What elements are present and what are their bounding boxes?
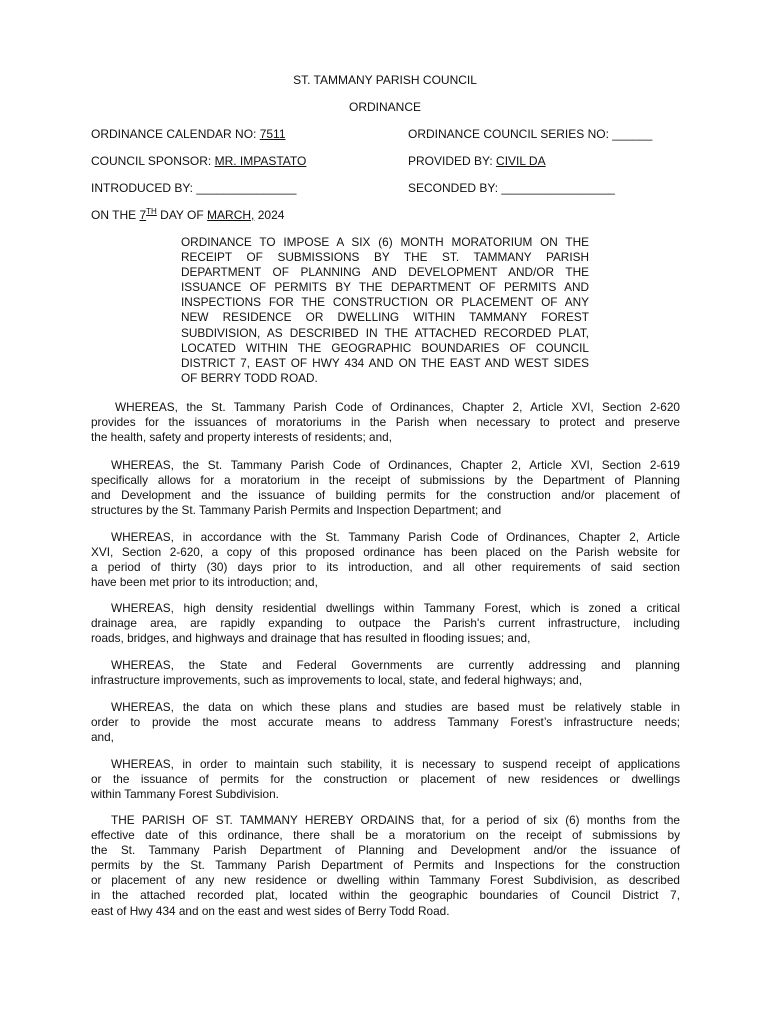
paragraph-line: or the issuance of permits for the construction or placement of new residences or dwellings	[91, 772, 680, 787]
paragraph-line: provides for the issuances of moratoriums in the Parish when necessary to protect and preserve	[91, 415, 680, 430]
body-paragraph	[91, 601, 680, 646]
paragraph-line: WHEREAS, the State and Federal Governments are currently addressing and planning	[111, 658, 680, 672]
paragraph-line: permits by the St. Tammany Parish Department of Permits and Inspections for the construction	[91, 858, 680, 873]
title-line: SUBDIVISION, AS DESCRIBED IN THE ATTACHED RECORDED PLAT,	[181, 325, 589, 340]
paragraph-line: a period of thirty (30) days prior to its introduction, and all other requirements of said section	[91, 560, 680, 575]
body-paragraph	[91, 700, 680, 745]
paragraph-line: or placement of any new residence or dwelling within Tammany Forest Subdivision, as described	[91, 873, 680, 888]
date-line: ON THE 7TH DAY OF MARCH, 2024	[91, 207, 285, 222]
introduced-by: INTRODUCED BY: _______________	[91, 181, 297, 195]
body-paragraph	[91, 458, 680, 518]
title-line: INSPECTIONS FOR THE CONSTRUCTION OR PLACEMENT OF ANY	[181, 295, 589, 310]
seconded-by: SECONDED BY: _________________	[408, 181, 615, 195]
paragraph-line: THE PARISH OF ST. TAMMANY HEREBY ORDAINS that, for a period of six (6) months from the	[111, 813, 680, 827]
paragraph-line: and Development and the issuance of building permits for the construction and/or placement of	[91, 488, 680, 503]
paragraph-line: roads, bridges, and highways and drainage that has resulted in flooding issues; and,	[91, 631, 531, 646]
paragraph-line: within Tammany Forest Subdivision.	[91, 787, 279, 802]
body-paragraph	[91, 530, 680, 590]
paragraph-line: and,	[91, 730, 114, 745]
body-paragraph	[91, 757, 680, 802]
paragraph-line: WHEREAS, in accordance with the St. Tammany Parish Code of Ordinances, Chapter 2, Article	[111, 530, 680, 544]
title-line: OF BERRY TODD ROAD.	[181, 370, 318, 385]
introduced-seconded-row	[91, 181, 691, 197]
paragraph-line: the health, safety and property interests of residents; and,	[91, 430, 392, 445]
paragraph-line: WHEREAS, the data on which these plans and studies are based must be relatively stable in	[111, 700, 680, 714]
body-paragraph	[91, 400, 680, 445]
paragraph-line: WHEREAS, the St. Tammany Parish Code of Ordinances, Chapter 2, Article XVI, Section 2-620	[115, 400, 680, 414]
paragraph-line: WHEREAS, the St. Tammany Parish Code of Ordinances, Chapter 2, Article XVI, Section 2-619	[111, 458, 680, 472]
paragraph-line: XVI, Section 2-620, a copy of this proposed ordinance has been placed on the Parish website for	[91, 545, 680, 560]
title-line: RECEIPT OF SUBMISSIONS BY THE ST. TAMMANY PARISH	[181, 250, 589, 265]
series-number: ORDINANCE COUNCIL SERIES NO: ______	[408, 127, 653, 141]
calendar-number: ORDINANCE CALENDAR NO: 7511	[91, 127, 286, 141]
calendar-series-row	[91, 127, 691, 143]
paragraph-line: the St. Tammany Parish Department of Planning and Development and/or the issuance of	[91, 843, 680, 858]
body-paragraph	[91, 813, 680, 919]
ordinance-heading: ORDINANCE	[348, 100, 421, 114]
paragraph-line: drainage area, are rapidly expanding to outpace the Parish's current infrastructure, including	[91, 616, 680, 631]
council-sponsor: COUNCIL SPONSOR: MR. IMPASTATO	[91, 154, 307, 168]
paragraph-line: WHEREAS, in order to maintain such stability, it is necessary to suspend receipt of applications	[111, 757, 680, 771]
title-line: DEPARTMENT OF PLANNING AND DEVELOPMENT AND/OR THE	[181, 265, 589, 280]
body-paragraph	[91, 658, 680, 688]
paragraph-line: infrastructure improvements, such as improvements to local, state, and federal highways; and,	[91, 673, 583, 688]
paragraph-line: effective date of this ordinance, there shall be a moratorium on the receipt of submissions by	[91, 828, 680, 843]
paragraph-line: structures by the St. Tammany Parish Permits and Inspection Department; and	[91, 503, 502, 518]
sponsor-provided-row	[91, 154, 691, 170]
paragraph-line: have been met prior to its introduction; and,	[91, 575, 318, 590]
title-line: ISSUANCE OF PERMITS BY THE DEPARTMENT OF PERMITS AND	[181, 280, 589, 295]
provided-by: PROVIDED BY: CIVIL DA	[408, 154, 546, 168]
title-line: ORDINANCE TO IMPOSE A SIX (6) MONTH MORATORIUM ON THE	[181, 235, 589, 249]
council-heading: ST. TAMMANY PARISH COUNCIL	[293, 73, 477, 87]
paragraph-line: WHEREAS, high density residential dwellings within Tammany Forest, which is zoned a critical	[111, 601, 680, 615]
paragraph-line: specifically allows for a moratorium in the receipt of submissions by the Department of Planning	[91, 473, 680, 488]
title-line: DISTRICT 7, EAST OF HWY 434 AND ON THE EAST AND WEST SIDES	[181, 355, 589, 370]
paragraph-line: order to provide the most accurate means to address Tammany Forest’s infrastructure needs;	[91, 715, 680, 730]
paragraph-line: in the attached recorded plat, located within the geographic boundaries of Council District 7,	[91, 888, 680, 903]
paragraph-line: east of Hwy 434 and on the east and west sides of Berry Todd Road.	[91, 903, 450, 918]
title-line: LOCATED WITHIN THE GEOGRAPHIC BOUNDARIES OF COUNCIL	[181, 340, 589, 355]
ordinance-title	[181, 235, 589, 386]
title-line: NEW RESIDENCE OR DWELLING WITHIN TAMMANY FOREST	[181, 310, 589, 325]
